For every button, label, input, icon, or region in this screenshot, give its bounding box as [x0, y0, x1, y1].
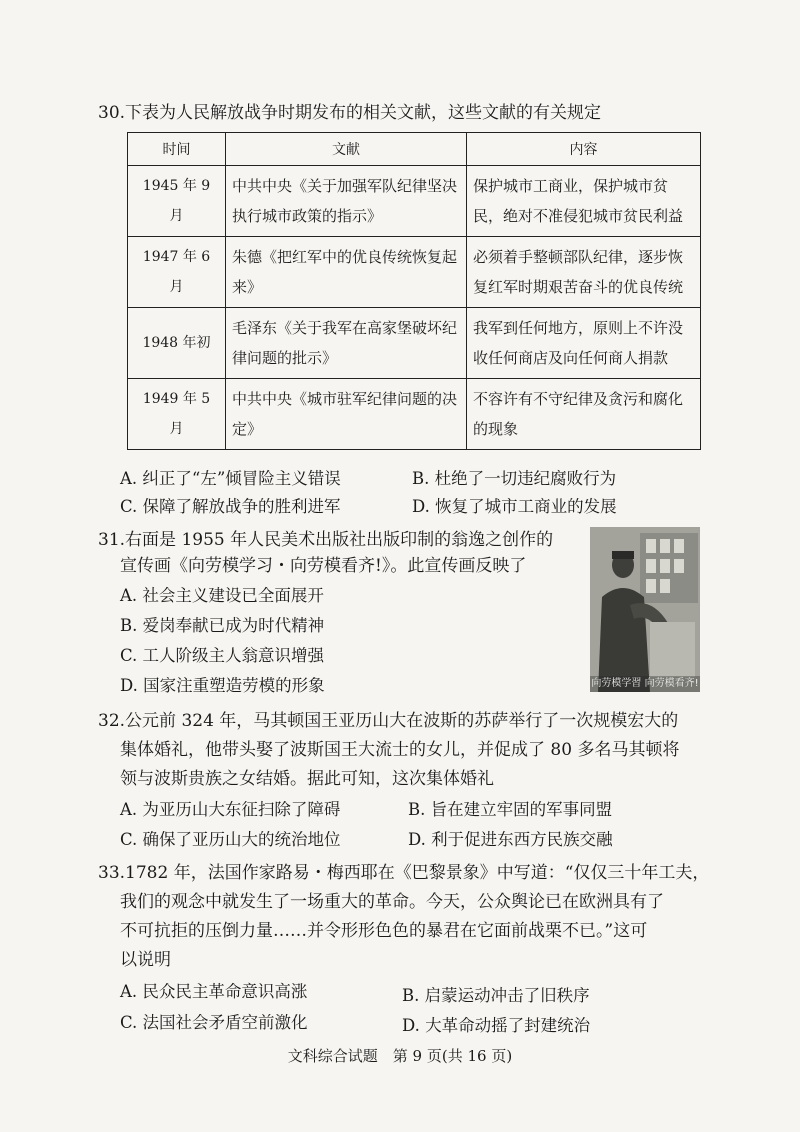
- q30-option-b: B. 杜绝了一切违纪腐败行为: [412, 469, 617, 488]
- q33-option-d: D. 大革命动摇了封建统治: [402, 1016, 591, 1035]
- cell-time: 1948 年初: [128, 308, 226, 379]
- table-row: [128, 308, 701, 379]
- cell-document: 中共中央《城市驻军纪律问题的决定》: [226, 379, 467, 450]
- q32-option-b: B. 旨在建立牢固的军事同盟: [408, 800, 613, 819]
- header-document: 文献: [226, 133, 467, 166]
- q31-option-c: C. 工人阶级主人翁意识增强: [120, 646, 325, 665]
- cell-time: 1945 年 9 月: [128, 166, 226, 237]
- q30-option-a: A. 纠正了“左”倾冒险主义错误: [120, 469, 341, 488]
- propaganda-poster-image: [590, 527, 700, 692]
- table-row: [128, 237, 701, 308]
- q32-stem-line2: 集体婚礼，他带头娶了波斯国王大流士的女儿，并促成了 80 多名马其顿将: [120, 740, 680, 760]
- cell-time: 1947 年 6 月: [128, 237, 226, 308]
- q31-option-d: D. 国家注重塑造劳模的形象: [120, 676, 325, 695]
- q33-option-b: B. 启蒙运动冲击了旧秩序: [402, 986, 590, 1005]
- q33-option-a: A. 民众民主革命意识高涨: [120, 982, 308, 1001]
- q33-stem-line1: 33.1782 年，法国作家路易・梅西耶在《巴黎景象》中写道：“仅仅三十年工夫，: [98, 863, 710, 883]
- q30-stem: 30.下表为人民解放战争时期发布的相关文献，这些文献的有关规定: [98, 103, 602, 123]
- cell-content: 必须着手整顿部队纪律，逐步恢复红军时期艰苦奋斗的优良传统: [467, 237, 701, 308]
- q31-option-b: B. 爱岗奉献已成为时代精神: [120, 616, 325, 635]
- q33-stem-line2: 我们的观念中就发生了一场重大的革命。今天，公众舆论已在欧洲具有了: [120, 892, 664, 912]
- q30-option-d: D. 恢复了城市工商业的发展: [412, 497, 617, 516]
- header-content: 内容: [467, 133, 701, 166]
- cell-content: 我军到任何地方，原则上不许没收任何商店及向任何商人捐款: [467, 308, 701, 379]
- q33-option-c: C. 法国社会矛盾空前激化: [120, 1013, 308, 1032]
- q31-stem-line2: 宣传画《向劳模学习・向劳模看齐!》。此宣传画反映了: [120, 556, 527, 576]
- table-row: [128, 166, 701, 237]
- cell-document: 朱德《把红军中的优良传统恢复起来》: [226, 237, 467, 308]
- q32-option-d: D. 利于促进东西方民族交融: [408, 830, 613, 849]
- q31-stem-line1: 31.右面是 1955 年人民美术出版社出版印制的翁逸之创作的: [98, 530, 554, 550]
- page-footer: 文科综合试题 第 9 页(共 16 页): [287, 1047, 513, 1065]
- q32-stem-line1: 32.公元前 324 年，马其顿国王亚历山大在波斯的苏萨举行了一次规模宏大的: [98, 711, 679, 731]
- cell-content: 不容许有不守纪律及贪污和腐化的现象: [467, 379, 701, 450]
- q33-stem-line4: 以说明: [120, 950, 171, 970]
- table-header-row: [128, 133, 701, 166]
- q30-table: [127, 132, 701, 450]
- q30-option-c: C. 保障了解放战争的胜利进军: [120, 497, 341, 516]
- q33-stem-line3: 不可抗拒的压倒力量……并令形形色色的暴君在它面前战栗不已。”这可: [120, 921, 648, 941]
- cell-time: 1949 年 5 月: [128, 379, 226, 450]
- q32-option-c: C. 确保了亚历山大的统治地位: [120, 830, 341, 849]
- worker-figure-illustration: [590, 527, 700, 692]
- header-time: 时间: [128, 133, 226, 166]
- poster-caption: 向劳模学習 向劳模看齐!: [590, 676, 700, 692]
- q32-option-a: A. 为亚历山大东征扫除了障碍: [120, 800, 341, 819]
- cell-content: 保护城市工商业，保护城市贫民，绝对不准侵犯城市贫民利益: [467, 166, 701, 237]
- table-row: [128, 379, 701, 450]
- q32-stem-line3: 领与波斯贵族之女结婚。据此可知，这次集体婚礼: [120, 769, 494, 789]
- cell-document: 中共中央《关于加强军队纪律坚决执行城市政策的指示》: [226, 166, 467, 237]
- q31-option-a: A. 社会主义建设已全面展开: [120, 586, 324, 605]
- cell-document: 毛泽东《关于我军在高家堡破坏纪律问题的批示》: [226, 308, 467, 379]
